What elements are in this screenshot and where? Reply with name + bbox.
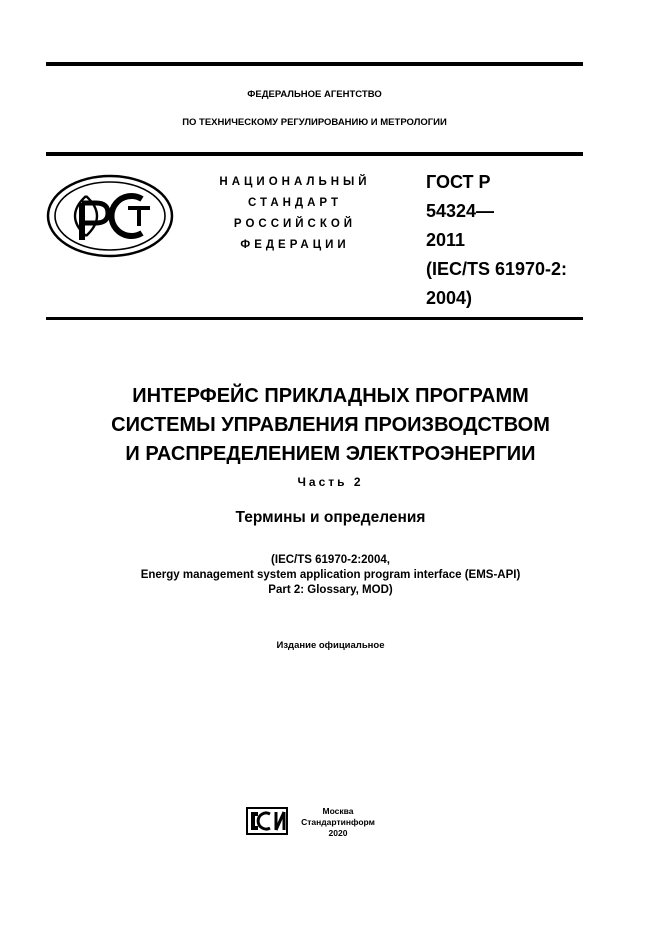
document-subtitle: Термины и определения: [235, 509, 426, 526]
publisher-block: [293, 806, 383, 839]
part-label: Часть 2: [297, 475, 364, 489]
gost-line-2: 54324—: [426, 201, 495, 221]
gost-line-4: (IEC/TS 61970-2:: [426, 259, 568, 279]
agency-line-1: ФЕДЕРАЛЬНОЕ АГЕНТСТВО: [247, 89, 382, 100]
header-rule: [46, 152, 583, 156]
publisher-city: Москва: [322, 806, 354, 816]
gost-line-3: 2011: [426, 230, 466, 250]
title-line-2: СИСТЕМЫ УПРАВЛЕНИЯ ПРОИЗВОДСТВОМ: [111, 414, 550, 436]
block-rule: [46, 317, 583, 320]
title-line-3: И РАСПРЕДЕЛЕНИЕМ ЭЛЕКТРОЭНЕРГИИ: [125, 443, 536, 465]
standartinform-logo-icon: [246, 807, 288, 840]
national-standard-label: [200, 172, 390, 256]
agency-line-2: ПО ТЕХНИЧЕСКОМУ РЕГУЛИРОВАНИЮ И МЕТРОЛОГИИ: [182, 117, 447, 128]
gost-line-1: ГОСТ Р: [426, 172, 491, 192]
gost-line-5: 2004): [426, 288, 473, 308]
document-title: [30, 382, 631, 469]
publisher-year: 2020: [328, 828, 348, 838]
national-line-3: РОССИЙСКОЙ: [233, 218, 357, 230]
national-line-4: ФЕДЕРАЦИИ: [240, 239, 350, 251]
rst-logo-icon: [46, 174, 174, 263]
title-line-1: ИНТЕРФЕЙС ПРИКЛАДНЫХ ПРОГРАММ: [132, 385, 529, 407]
iec-line-2: Energy management system application program interface (EMS-API): [140, 569, 521, 581]
gost-designation: [426, 168, 567, 313]
iec-line-3: Part 2: Glossary, MOD): [268, 584, 393, 596]
top-rule: [46, 62, 583, 66]
iec-reference: [30, 553, 631, 598]
iec-line-1: (IEC/TS 61970-2:2004,: [271, 554, 390, 566]
national-line-2: СТАНДАРТ: [248, 197, 342, 209]
edition-label: Издание официальное: [276, 640, 385, 651]
publisher-name: Стандартинформ: [301, 817, 375, 827]
national-line-1: НАЦИОНАЛЬНЫЙ: [219, 176, 371, 188]
